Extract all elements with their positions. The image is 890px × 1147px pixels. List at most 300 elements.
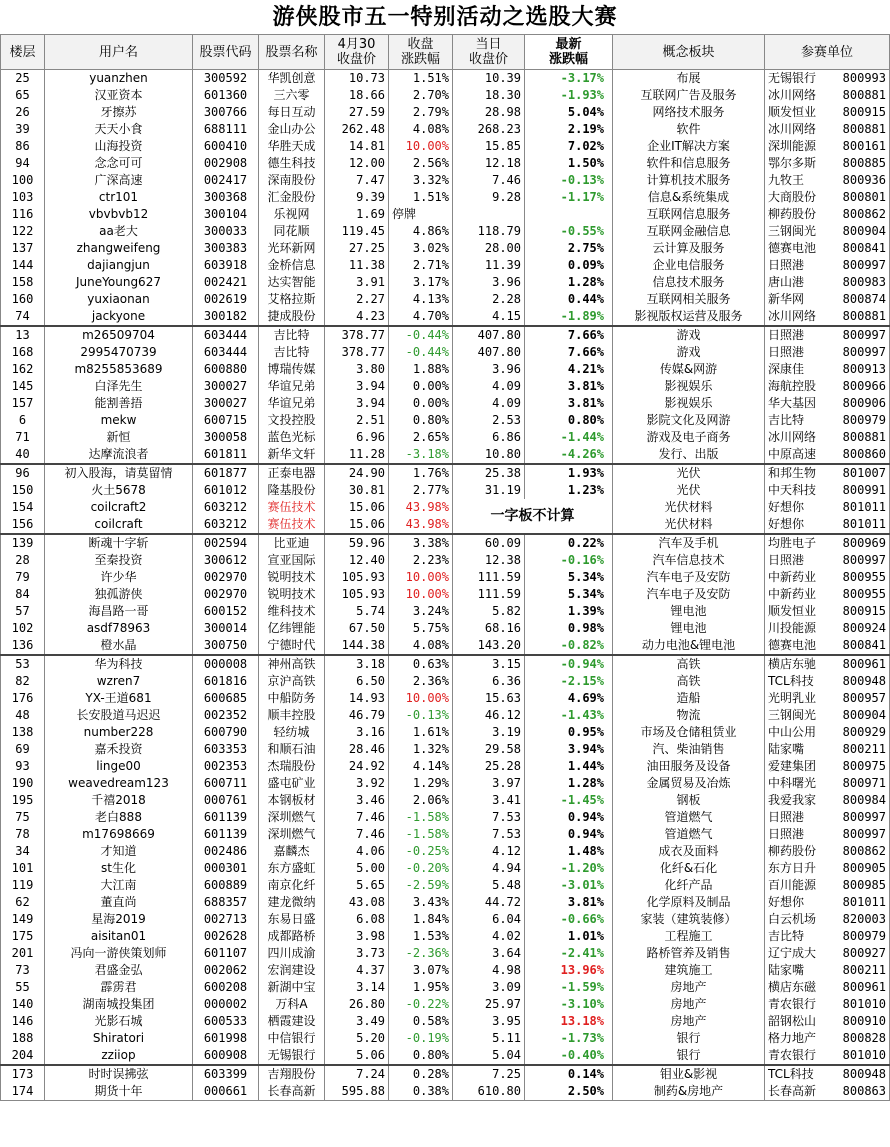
concept-cell: 造船 xyxy=(613,690,765,707)
table-row xyxy=(1,724,890,741)
concept-cell: 企业电信服务 xyxy=(613,257,765,274)
user-cell: 火土5678 xyxy=(45,482,193,499)
stock-code-cell: 002352 xyxy=(193,707,259,724)
close-price-cell: 105.93 xyxy=(325,586,389,603)
unit-cell xyxy=(765,877,890,894)
close-change-cell: -0.20% xyxy=(389,860,453,877)
close-change-cell: 43.98% xyxy=(389,499,453,516)
stock-name-cell: 万科A xyxy=(259,996,325,1013)
table-row xyxy=(1,758,890,775)
close-price-cell: 7.46 xyxy=(325,809,389,826)
stock-name-cell: 捷成股份 xyxy=(259,308,325,326)
stock-name-cell: 隆基股份 xyxy=(259,482,325,499)
stock-code-cell: 603444 xyxy=(193,326,259,344)
user-cell: 达摩流浪者 xyxy=(45,446,193,464)
latest-change-cell: 3.81% xyxy=(525,378,613,395)
unit-cell xyxy=(765,361,890,378)
stock-name-cell: 轻纺城 xyxy=(259,724,325,741)
close-price-cell: 3.16 xyxy=(325,724,389,741)
close-change-cell: -0.13% xyxy=(389,707,453,724)
today-close-cell: 6.86 xyxy=(453,429,525,446)
latest-change-cell: 3.81% xyxy=(525,395,613,412)
close-price-cell: 27.59 xyxy=(325,104,389,121)
stock-name-cell: 新华文轩 xyxy=(259,446,325,464)
close-price-cell: 3.18 xyxy=(325,655,389,673)
floor-cell: 175 xyxy=(1,928,45,945)
stock-name-cell: 华谊兄弟 xyxy=(259,378,325,395)
close-price-cell: 43.08 xyxy=(325,894,389,911)
unit-name: 陆家嘴 xyxy=(768,742,805,756)
stock-name-cell: 深圳燃气 xyxy=(259,809,325,826)
today-close-cell: 3.64 xyxy=(453,945,525,962)
unit-cell xyxy=(765,534,890,552)
latest-change-cell: 7.02% xyxy=(525,138,613,155)
today-close-cell: 6.36 xyxy=(453,673,525,690)
latest-change-cell: -1.89% xyxy=(525,308,613,326)
today-close-cell: 4.09 xyxy=(453,378,525,395)
unit-cell xyxy=(765,637,890,655)
close-change-cell: 43.98% xyxy=(389,516,453,534)
unit-cell xyxy=(765,673,890,690)
unit-cell xyxy=(765,860,890,877)
floor-cell: 140 xyxy=(1,996,45,1013)
table-row xyxy=(1,690,890,707)
today-close-cell: 4.12 xyxy=(453,843,525,860)
latest-change-cell: -0.40% xyxy=(525,1047,613,1065)
today-close-cell: 3.96 xyxy=(453,361,525,378)
stock-name-cell: 东方盛虹 xyxy=(259,860,325,877)
stock-name-cell: 南京化纤 xyxy=(259,877,325,894)
stock-code-cell: 300383 xyxy=(193,240,259,257)
latest-change-cell: 1.23% xyxy=(525,482,613,499)
close-change-cell: 0.80% xyxy=(389,1047,453,1065)
user-cell: 白泽先生 xyxy=(45,378,193,395)
unit-name: 辽宁成大 xyxy=(768,946,817,960)
stock-code-cell: 002594 xyxy=(193,534,259,552)
unit-name: 好想你 xyxy=(768,895,805,909)
unit-name: 日照港 xyxy=(768,258,805,272)
floor-cell: 116 xyxy=(1,206,45,223)
close-change-cell: 2.06% xyxy=(389,792,453,809)
stock-name-cell: 汇金股份 xyxy=(259,189,325,206)
user-cell: coilcraft xyxy=(45,516,193,534)
stock-code-cell: 002062 xyxy=(193,962,259,979)
table-row xyxy=(1,361,890,378)
stock-name-cell: 宁德时代 xyxy=(259,637,325,655)
unit-code: 800915 xyxy=(842,604,886,618)
table-row xyxy=(1,516,890,534)
table-row xyxy=(1,620,890,637)
concept-cell: 制药&房地产 xyxy=(613,1083,765,1101)
stock-code-cell: 002713 xyxy=(193,911,259,928)
unit-name: 无锡银行 xyxy=(768,71,817,85)
unit-code: 800841 xyxy=(842,638,886,652)
today-close-cell: 29.58 xyxy=(453,741,525,758)
unit-name: 顺发恒业 xyxy=(768,604,817,618)
unit-name: 长春高新 xyxy=(768,1084,817,1098)
table-row xyxy=(1,826,890,843)
close-price-cell: 59.96 xyxy=(325,534,389,552)
floor-cell: 138 xyxy=(1,724,45,741)
unit-code: 800862 xyxy=(842,207,886,221)
unit-cell xyxy=(765,586,890,603)
unit-cell xyxy=(765,945,890,962)
concept-cell: 钢板 xyxy=(613,792,765,809)
close-change-cell: 1.84% xyxy=(389,911,453,928)
stock-name-cell: 华胜天成 xyxy=(259,138,325,155)
today-close-cell: 143.20 xyxy=(453,637,525,655)
user-cell: wzren7 xyxy=(45,673,193,690)
user-cell: 牙擦苏 xyxy=(45,104,193,121)
today-close-cell: 15.85 xyxy=(453,138,525,155)
table-body xyxy=(1,70,890,1101)
unit-cell xyxy=(765,826,890,843)
close-change-cell: 停牌 xyxy=(389,206,453,223)
floor-cell: 40 xyxy=(1,446,45,464)
today-close-cell: 4.98 xyxy=(453,962,525,979)
floor-cell: 136 xyxy=(1,637,45,655)
unit-cell xyxy=(765,172,890,189)
today-close-cell: 3.96 xyxy=(453,274,525,291)
unit-cell xyxy=(765,378,890,395)
stock-name-cell: 深南股份 xyxy=(259,172,325,189)
floor-cell: 137 xyxy=(1,240,45,257)
unit-code: 801010 xyxy=(842,1048,886,1062)
unit-cell xyxy=(765,138,890,155)
unit-name: 中新药业 xyxy=(768,587,817,601)
floor-cell: 168 xyxy=(1,344,45,361)
unit-name: TCL科技 xyxy=(768,674,814,688)
table-row xyxy=(1,655,890,673)
unit-code: 800906 xyxy=(842,396,886,410)
table-row xyxy=(1,274,890,291)
header-close-line1: 4月30 xyxy=(337,37,376,52)
header-latest-line2: 涨跌幅 xyxy=(548,52,588,67)
close-change-cell: 1.51% xyxy=(389,189,453,206)
unit-code: 800905 xyxy=(842,861,886,875)
user-cell: 广深高速 xyxy=(45,172,193,189)
unit-cell xyxy=(765,962,890,979)
concept-cell: 汽、柴油销售 xyxy=(613,741,765,758)
floor-cell: 53 xyxy=(1,655,45,673)
unit-code: 800991 xyxy=(842,483,886,497)
latest-change-cell: 5.34% xyxy=(525,569,613,586)
close-change-cell: 4.08% xyxy=(389,121,453,138)
user-cell: 独孤游侠 xyxy=(45,586,193,603)
latest-change-cell: 1.50% xyxy=(525,155,613,172)
latest-change-cell: 1.28% xyxy=(525,775,613,792)
close-change-cell: 10.00% xyxy=(389,569,453,586)
stock-code-cell: 603918 xyxy=(193,257,259,274)
table-row xyxy=(1,429,890,446)
unit-cell xyxy=(765,1013,890,1030)
latest-change-cell: -3.17% xyxy=(525,70,613,88)
close-change-cell: 0.38% xyxy=(389,1083,453,1101)
user-cell: number228 xyxy=(45,724,193,741)
close-change-cell: 1.53% xyxy=(389,928,453,945)
table-row xyxy=(1,499,890,516)
stock-name-cell: 神州高铁 xyxy=(259,655,325,673)
unit-cell xyxy=(765,274,890,291)
user-cell: 冯向一游侠策划师 xyxy=(45,945,193,962)
concept-cell: 互联网广告及服务 xyxy=(613,87,765,104)
header-unit: 参赛单位 xyxy=(765,35,890,70)
latest-change-cell: -1.17% xyxy=(525,189,613,206)
unit-cell xyxy=(765,552,890,569)
close-change-cell: 4.86% xyxy=(389,223,453,240)
concept-cell: 发行、出版 xyxy=(613,446,765,464)
stock-name-cell: 吉翔股份 xyxy=(259,1065,325,1083)
unit-code: 800927 xyxy=(842,946,886,960)
table-row xyxy=(1,240,890,257)
concept-cell: 光伏 xyxy=(613,482,765,499)
close-change-cell: -0.25% xyxy=(389,843,453,860)
table-row xyxy=(1,586,890,603)
floor-cell: 69 xyxy=(1,741,45,758)
table-row xyxy=(1,326,890,344)
unit-name: 光明乳业 xyxy=(768,691,817,705)
stock-name-cell: 无锡银行 xyxy=(259,1047,325,1065)
unit-name: TCL科技 xyxy=(768,1067,814,1081)
close-price-cell: 12.00 xyxy=(325,155,389,172)
stock-code-cell: 600889 xyxy=(193,877,259,894)
concept-cell: 路桥管养及销售 xyxy=(613,945,765,962)
unit-code: 800211 xyxy=(842,742,886,756)
today-close-cell: 610.80 xyxy=(453,1083,525,1101)
unit-cell xyxy=(765,70,890,88)
unit-name: 九牧王 xyxy=(768,173,805,187)
unit-code: 800955 xyxy=(842,587,886,601)
user-cell: jackyone xyxy=(45,308,193,326)
table-row xyxy=(1,70,890,88)
unit-code: 800910 xyxy=(842,1014,886,1028)
table-row xyxy=(1,945,890,962)
unit-name: 东方日升 xyxy=(768,861,817,875)
stock-name-cell: 四川成渝 xyxy=(259,945,325,962)
unit-cell xyxy=(765,240,890,257)
latest-change-cell: -0.55% xyxy=(525,223,613,240)
user-cell: JuneYoung627 xyxy=(45,274,193,291)
unit-cell xyxy=(765,104,890,121)
unit-code: 800948 xyxy=(842,1067,886,1081)
user-cell: linge00 xyxy=(45,758,193,775)
floor-cell: 144 xyxy=(1,257,45,274)
unit-name: 中天科技 xyxy=(768,483,817,497)
unit-code: 801011 xyxy=(842,500,886,514)
today-close-cell xyxy=(453,206,525,223)
latest-change-cell: 2.19% xyxy=(525,121,613,138)
user-cell: 期货十年 xyxy=(45,1083,193,1101)
unit-name: 顺发恒业 xyxy=(768,105,817,119)
today-close-cell: 7.53 xyxy=(453,809,525,826)
unit-code: 800161 xyxy=(842,139,886,153)
unit-cell xyxy=(765,655,890,673)
table-row xyxy=(1,534,890,552)
table-row xyxy=(1,189,890,206)
floor-cell: 62 xyxy=(1,894,45,911)
user-cell: 山海投资 xyxy=(45,138,193,155)
user-cell: st生化 xyxy=(45,860,193,877)
latest-change-cell: 0.80% xyxy=(525,412,613,429)
table-row xyxy=(1,809,890,826)
close-price-cell: 3.94 xyxy=(325,395,389,412)
stock-code-cell: 300766 xyxy=(193,104,259,121)
floor-cell: 201 xyxy=(1,945,45,962)
unit-code: 800929 xyxy=(842,725,886,739)
latest-change-cell: 1.93% xyxy=(525,464,613,482)
latest-change-cell: 1.48% xyxy=(525,843,613,860)
user-cell: m17698669 xyxy=(45,826,193,843)
unit-code: 800828 xyxy=(842,1031,886,1045)
concept-cell: 软件和信息服务 xyxy=(613,155,765,172)
unit-code: 800997 xyxy=(842,345,886,359)
concept-cell: 汽车及手机 xyxy=(613,534,765,552)
concept-cell: 物流 xyxy=(613,707,765,724)
unit-code: 801011 xyxy=(842,517,886,531)
unit-code: 800961 xyxy=(842,980,886,994)
latest-change-cell: 3.81% xyxy=(525,894,613,911)
close-price-cell: 5.00 xyxy=(325,860,389,877)
unit-name: 好想你 xyxy=(768,517,805,531)
unit-code: 800993 xyxy=(842,71,886,85)
latest-change-cell: -4.26% xyxy=(525,446,613,464)
latest-change-cell: 2.75% xyxy=(525,240,613,257)
latest-change-cell: -2.15% xyxy=(525,673,613,690)
table-row xyxy=(1,121,890,138)
user-cell: 时时误拂弦 xyxy=(45,1065,193,1083)
header-today xyxy=(453,35,525,70)
concept-cell: 房地产 xyxy=(613,979,765,996)
close-change-cell: 2.56% xyxy=(389,155,453,172)
user-cell: 汉亚资本 xyxy=(45,87,193,104)
latest-change-cell: -1.43% xyxy=(525,707,613,724)
close-change-cell: 5.75% xyxy=(389,620,453,637)
close-change-cell: 3.02% xyxy=(389,240,453,257)
unit-code: 800211 xyxy=(842,963,886,977)
latest-change-cell: -0.16% xyxy=(525,552,613,569)
stock-name-cell: 比亚迪 xyxy=(259,534,325,552)
header-floor: 楼层 xyxy=(1,35,45,70)
user-cell: YX-王道681 xyxy=(45,690,193,707)
concept-cell: 网络技术服务 xyxy=(613,104,765,121)
user-cell: 华为科技 xyxy=(45,655,193,673)
unit-code: 800801 xyxy=(842,190,886,204)
stock-code-cell: 002908 xyxy=(193,155,259,172)
close-price-cell: 119.45 xyxy=(325,223,389,240)
latest-change-cell: -0.66% xyxy=(525,911,613,928)
unit-cell xyxy=(765,928,890,945)
close-change-cell: -1.58% xyxy=(389,809,453,826)
close-price-cell: 11.28 xyxy=(325,446,389,464)
unit-cell xyxy=(765,308,890,326)
stock-code-cell: 601811 xyxy=(193,446,259,464)
unit-cell xyxy=(765,724,890,741)
unit-cell xyxy=(765,257,890,274)
user-cell: yuxiaonan xyxy=(45,291,193,308)
table-row xyxy=(1,464,890,482)
latest-change-cell: 0.94% xyxy=(525,809,613,826)
table-row xyxy=(1,860,890,877)
floor-cell: 34 xyxy=(1,843,45,860)
floor-cell: 174 xyxy=(1,1083,45,1101)
close-price-cell: 27.25 xyxy=(325,240,389,257)
latest-change-cell: -1.45% xyxy=(525,792,613,809)
concept-cell: 软件 xyxy=(613,121,765,138)
stock-name-cell: 光环新网 xyxy=(259,240,325,257)
unit-name: 三钢闽光 xyxy=(768,224,817,238)
floor-cell: 26 xyxy=(1,104,45,121)
close-price-cell: 15.06 xyxy=(325,499,389,516)
latest-change-cell: 7.66% xyxy=(525,344,613,361)
unit-name: 横店东驰 xyxy=(768,657,817,671)
floor-cell: 157 xyxy=(1,395,45,412)
floor-cell: 78 xyxy=(1,826,45,843)
close-price-cell: 3.91 xyxy=(325,274,389,291)
unit-cell xyxy=(765,206,890,223)
user-cell: 君盛金弘 xyxy=(45,962,193,979)
table-row xyxy=(1,482,890,499)
today-close-cell: 3.41 xyxy=(453,792,525,809)
unit-code: 800904 xyxy=(842,708,886,722)
close-change-cell: 1.76% xyxy=(389,464,453,482)
floor-cell: 101 xyxy=(1,860,45,877)
concept-cell: 房地产 xyxy=(613,1013,765,1030)
header-today-line1: 当日 xyxy=(475,37,502,52)
today-close-cell: 46.12 xyxy=(453,707,525,724)
today-close-cell: 9.28 xyxy=(453,189,525,206)
user-cell: 千禧2018 xyxy=(45,792,193,809)
unit-name: 爱建集团 xyxy=(768,759,817,773)
close-change-cell: -0.44% xyxy=(389,326,453,344)
close-price-cell: 3.46 xyxy=(325,792,389,809)
close-price-cell: 28.46 xyxy=(325,741,389,758)
unit-cell xyxy=(765,996,890,1013)
unit-name: 陆家嘴 xyxy=(768,963,805,977)
concept-cell: 钼业&影视 xyxy=(613,1065,765,1083)
stock-name-cell: 东易日盛 xyxy=(259,911,325,928)
stock-name-cell: 嘉麟杰 xyxy=(259,843,325,860)
floor-cell: 73 xyxy=(1,962,45,979)
concept-cell: 市场及仓储租赁业 xyxy=(613,724,765,741)
unit-code: 800913 xyxy=(842,362,886,376)
table-row xyxy=(1,552,890,569)
today-close-cell: 407.80 xyxy=(453,326,525,344)
unit-cell xyxy=(765,516,890,534)
unit-code: 820003 xyxy=(842,912,886,926)
close-change-cell: 1.29% xyxy=(389,775,453,792)
unit-code: 800984 xyxy=(842,793,886,807)
today-close-cell: 4.09 xyxy=(453,395,525,412)
unit-cell xyxy=(765,412,890,429)
table-row xyxy=(1,308,890,326)
header-user: 用户名 xyxy=(45,35,193,70)
header-change-line1: 收盘 xyxy=(407,37,434,52)
stock-code-cell: 603212 xyxy=(193,516,259,534)
concept-cell: 管道燃气 xyxy=(613,826,765,843)
stock-name-cell: 华凯创意 xyxy=(259,70,325,88)
close-change-cell: 3.38% xyxy=(389,534,453,552)
close-change-cell: 1.61% xyxy=(389,724,453,741)
stock-code-cell: 603212 xyxy=(193,499,259,516)
header-close-line2: 收盘价 xyxy=(336,52,376,67)
unit-name: 中科曙光 xyxy=(768,776,817,790)
close-change-cell: 3.17% xyxy=(389,274,453,291)
latest-change-cell: 7.66% xyxy=(525,326,613,344)
today-close-cell: 18.30 xyxy=(453,87,525,104)
unit-code: 800997 xyxy=(842,810,886,824)
latest-change-cell: 0.22% xyxy=(525,534,613,552)
close-price-cell: 378.77 xyxy=(325,344,389,361)
